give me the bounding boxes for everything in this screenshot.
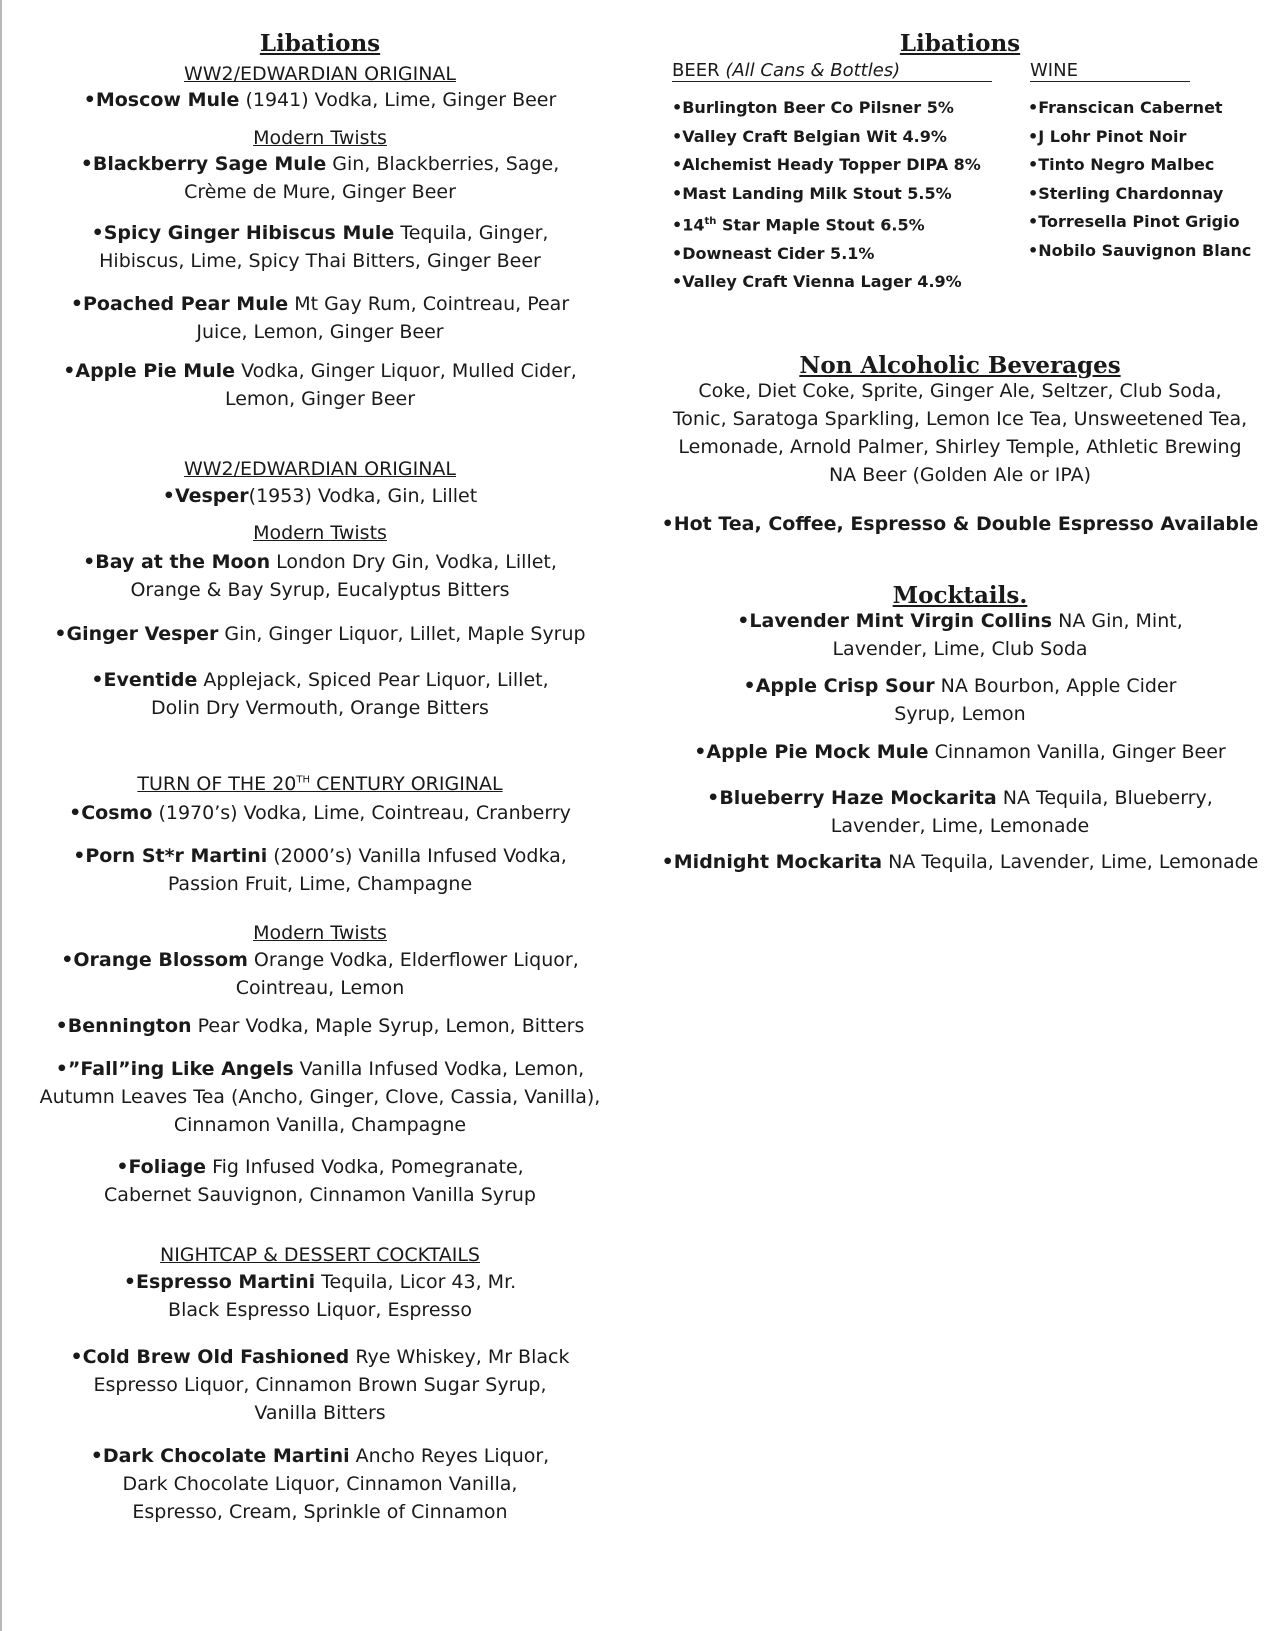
menu-item: •”Fall”ing Like Angels Vanilla Infused Vodka, Lemon, Autumn Leaves Tea (Ancho, Ginger, Clove, Cassia, Vanilla), Cinnamon Vanilla, Champagne (39, 1058, 601, 1136)
menu-item: •Orange Blossom Orange Vodka, Elderflower Liquor, Cointreau, Lemon (61, 949, 579, 999)
menu-item: •Ginger Vesper Gin, Ginger Liquor, Lillet, Maple Syrup (54, 623, 586, 645)
wine-item: •Nobilo Sauvignon Blanc (1028, 240, 1252, 260)
left-title: Libations (259, 30, 381, 57)
beer-header: BEER (All Cans & Bottles) (672, 60, 992, 82)
section-header: Modern Twists (253, 922, 387, 944)
menu-item: •Bennington Pear Vodka, Maple Syrup, Lemon, Bitters (55, 1015, 585, 1037)
wine-item: •Tinto Negro Malbec (1028, 155, 1215, 174)
beer-item: •Valley Craft Belgian Wit 4.9% (672, 126, 947, 146)
section-header: NIGHTCAP & DESSERT COCKTAILS (159, 1244, 480, 1266)
menu-item: •Blueberry Haze Mockarita NA Tequila, Blueberry, Lavender, Lime, Lemonade (707, 787, 1213, 837)
menu-item: •Apple Crisp Sour NA Bourbon, Apple Cider Syrup, Lemon (743, 675, 1177, 725)
menu-item: •Apple Pie Mock Mule Cinnamon Vanilla, Ginger Beer (694, 741, 1226, 763)
menu-item: •Espresso Martini Tequila, Licor 43, Mr. Black Espresso Liquor, Espresso (123, 1271, 517, 1321)
wine-item: •Sterling Chardonnay (1028, 183, 1224, 203)
na-title: Non Alcoholic Beverages (799, 352, 1121, 379)
section-header: WW2/EDWARDIAN ORIGINAL (183, 63, 456, 85)
menu-item: •Bay at the Moon London Dry Gin, Vodka, Lillet, Orange & Bay Syrup, Eucalyptus Bitters (83, 551, 557, 601)
section-header: Modern Twists (253, 127, 387, 149)
menu-item: •Spicy Ginger Hibiscus Mule Tequila, Ginger, Hibiscus, Lime, Spicy Thai Bitters, Ginger Beer (91, 222, 549, 272)
wine-header: WINE (1030, 60, 1190, 82)
menu-item: •Blackberry Sage Mule Gin, Blackberries, Sage, Crème de Mure, Ginger Beer (80, 153, 560, 203)
beer-item: •Valley Craft Vienna Lager 4.9% (672, 272, 962, 292)
beer-item: •Downeast Cider 5.1% (672, 243, 875, 263)
section-header: TURN OF THE 20TH CENTURY ORIGINAL (137, 773, 503, 795)
hot-drinks: •Hot Tea, Coffee, Espresso & Double Espresso Available (661, 513, 1259, 535)
menu-item: •Eventide Applejack, Spiced Pear Liquor, Lillet, Dolin Dry Vermouth, Orange Bitters (91, 669, 549, 719)
beer-item: •Burlington Beer Co Pilsner 5% (672, 98, 954, 117)
menu-item: •Porn St*r Martini (2000’s) Vanilla Infused Vodka, Passion Fruit, Lime, Champagne (73, 845, 567, 895)
beer-item: •Mast Landing Milk Stout 5.5% (672, 183, 952, 203)
menu-item: •Midnight Mockarita NA Tequila, Lavender, Lime, Lemonade (661, 851, 1259, 873)
menu-item: •Dark Chocolate Martini Ancho Reyes Liquor, Dark Chocolate Liquor, Cinnamon Vanilla, Espresso, Cream, Sprinkle of Cinnamon (90, 1445, 550, 1523)
beer-list (672, 94, 981, 297)
beer-item: •Alchemist Heady Topper DIPA 8% (672, 155, 981, 174)
mocktails-title: Mocktails. (892, 582, 1028, 609)
wine-item: •Franscican Cabernet (1028, 98, 1223, 117)
section-header: Modern Twists (253, 522, 387, 544)
menu-item: •Cold Brew Old Fashioned Rye Whiskey, Mr Black Espresso Liquor, Cinnamon Brown Sugar Syrup, Vanilla Bitters (70, 1346, 570, 1424)
menu-item: •Vesper(1953) Vodka, Gin, Lillet (162, 485, 478, 507)
wine-item: •J Lohr Pinot Noir (1028, 126, 1187, 146)
na-description: Coke, Diet Coke, Sprite, Ginger Ale, Seltzer, Club Soda, Tonic, Saratoga Sparkling, Lemon Ice Tea, Unsweetened Tea, Lemonade, Arnold Palmer, Shirley Temple, Athletic Brewing NA Beer (Golden Ale or IPA) (672, 380, 1248, 486)
menu-item: •Lavender Mint Virgin Collins NA Gin, Mint, Lavender, Lime, Club Soda (737, 610, 1183, 660)
page-edge (0, 0, 2, 1631)
beer-item: •14th Star Maple Stout 6.5% (672, 215, 925, 235)
menu-item: •Poached Pear Mule Mt Gay Rum, Cointreau, Pear Juice, Lemon, Ginger Beer (70, 293, 570, 343)
menu-item: •Cosmo (1970’s) Vodka, Lime, Cointreau, Cranberry (69, 802, 571, 824)
menu-item: •Foliage Fig Infused Vodka, Pomegranate, Cabernet Sauvignon, Cinnamon Vanilla Syrup (104, 1156, 536, 1206)
menu-item: •Apple Pie Mule Vodka, Ginger Liquor, Mulled Cider, Lemon, Ginger Beer (63, 360, 577, 410)
wine-item: •Torresella Pinot Grigio (1028, 212, 1240, 231)
menu-item: •Moscow Mule (1941) Vodka, Lime, Ginger Beer (83, 89, 557, 111)
section-header: WW2/EDWARDIAN ORIGINAL (183, 458, 456, 480)
wine-list (1028, 94, 1251, 265)
right-title: Libations (899, 30, 1021, 57)
